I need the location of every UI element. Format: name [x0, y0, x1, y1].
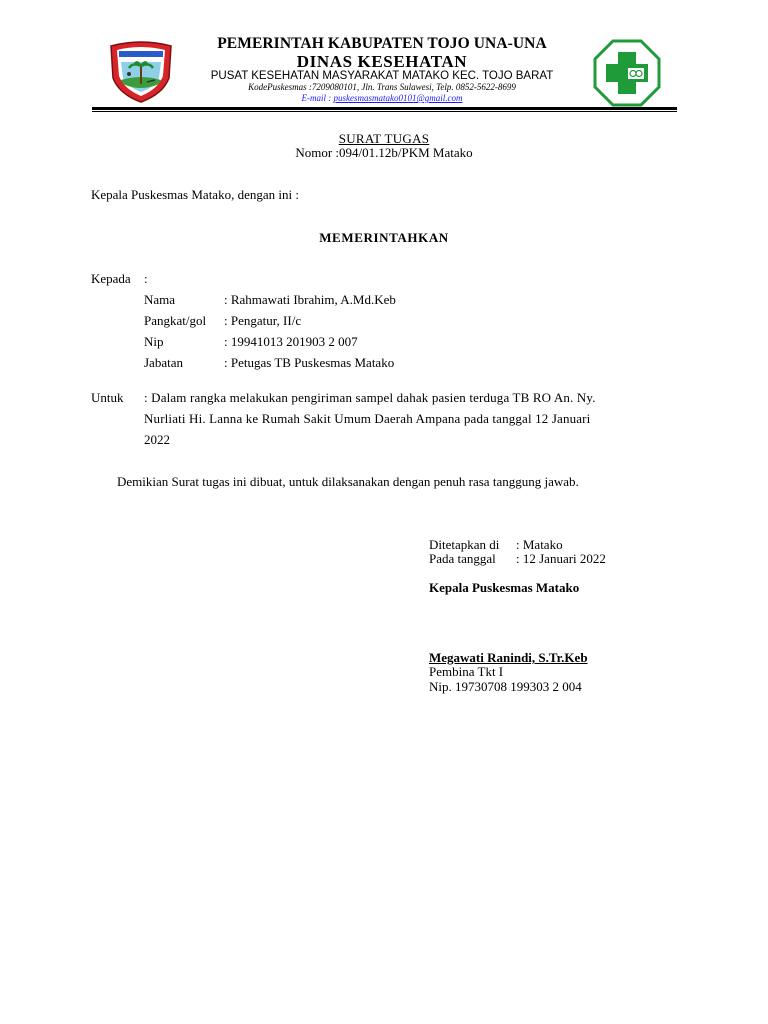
email-link[interactable]: puskesmasmatako0101@gmail.com: [333, 93, 463, 103]
letter-number: Nomor :094/01.12b/PKM Matako: [295, 145, 473, 160]
email-label: E-mail :: [301, 93, 334, 103]
signer-name: Megawati Ranindi, S.Tr.Keb: [429, 650, 588, 665]
letter-title: SURAT TUGAS: [338, 131, 430, 146]
header-government: PEMERINTAH KABUPATEN TOJO UNA-UNA: [217, 35, 547, 52]
field-value-name: : Rahmawati Ibrahim, A.Md.Keb: [224, 292, 396, 307]
date-label: Pada tanggal: [429, 551, 496, 566]
field-label-rank: Pangkat/gol: [144, 313, 207, 328]
place-label: Ditetapkan di: [429, 537, 500, 552]
field-label-name: Nama: [144, 292, 176, 307]
purpose-label: Untuk: [91, 390, 124, 405]
closing-text: Demikian Surat tugas ini dibuat, untuk dilaksanakan dengan penuh rasa tanggung jawab.: [117, 474, 579, 489]
purpose-line-3: 2022: [144, 432, 170, 447]
puskesmas-logo-icon: [592, 38, 662, 108]
signer-position: Kepala Puskesmas Matako: [429, 580, 580, 595]
header-facility: PUSAT KESEHATAN MASYARAKAT MATAKO KEC. TOJO BARAT: [210, 70, 554, 82]
signer-nip: Nip. 19730708 199303 2 004: [429, 679, 582, 694]
field-value-rank: : Pengatur, II/c: [224, 313, 302, 328]
command-heading: MEMERINTAHKAN: [319, 230, 449, 245]
field-label-nip: Nip: [144, 334, 164, 349]
place-value: : Matako: [516, 537, 563, 552]
field-label-position: Jabatan: [144, 355, 183, 370]
regency-emblem-icon: [107, 40, 175, 104]
to-colon: :: [144, 271, 148, 286]
purpose-line-2: Nurliati Hi. Lanna ke Rumah Sakit Umum Daerah Ampana pada tanggal 12 Januari: [144, 411, 591, 426]
header-divider-thin: [92, 111, 677, 112]
signer-rank: Pembina Tkt I: [429, 664, 504, 679]
date-value: : 12 Januari 2022: [516, 551, 606, 566]
header-divider: [92, 107, 677, 110]
field-value-nip: : 19941013 201903 2 007: [224, 334, 358, 349]
opening-text: Kepala Puskesmas Matako, dengan ini :: [91, 187, 299, 202]
to-label: Kepada: [91, 271, 131, 286]
field-value-position: : Petugas TB Puskesmas Matako: [224, 355, 395, 370]
header-agency: DINAS KESEHATAN: [296, 52, 468, 71]
header-email-line: [180, 93, 584, 103]
header-address: KodePuskesmas :7209080101, Jln. Trans Sulawesi, Telp. 0852-5622-8699: [248, 82, 516, 92]
purpose-line-1: : Dalam rangka melakukan pengiriman sampel dahak pasien terduga TB RO An. Ny.: [144, 390, 596, 405]
